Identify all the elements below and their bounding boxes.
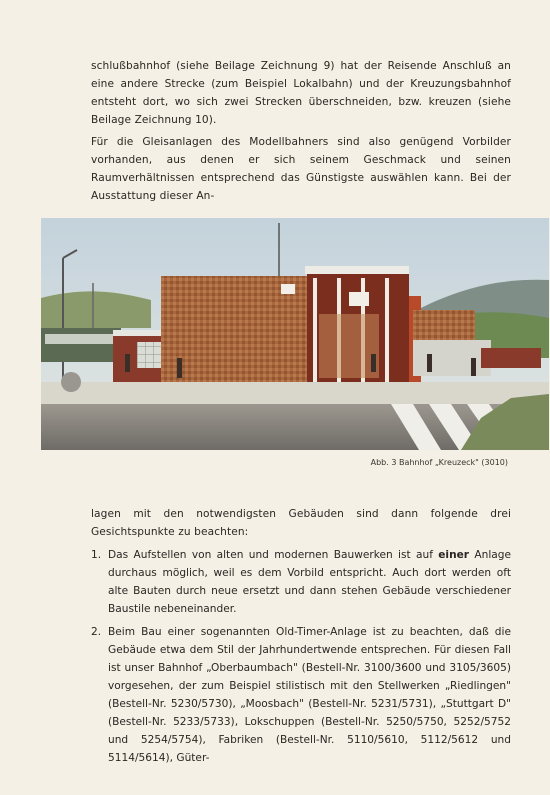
list-text: Das Aufstellen von alten und modernen Bauwerken ist auf xyxy=(108,549,439,561)
paragraph-3 xyxy=(91,505,511,541)
paragraph-2 xyxy=(91,133,511,205)
forecourt xyxy=(41,382,549,404)
list-text: Anlage durchaus möglich, weil es dem Vorbild entspricht. Auch dort werden oft alte Bauten durch neue ersetzt und dann stehen Gebäude verschiedener Baustile nebeneinander. xyxy=(108,549,511,615)
db-logo-sign xyxy=(349,292,369,306)
paragraph-1-text: schlußbahnhof (siehe Beilage Zeichnung 9) hat der Reisende Anschluß an eine andere Strecke (zum Beispiel Lokalbahn) und der Kreuzungsbahnhof entsteht dort, wo sich zwei Strecken überschneiden, bzw. kreuzen (siehe Beilage Zeichnung 10). xyxy=(91,60,511,126)
station-painting xyxy=(41,218,549,450)
hall-window xyxy=(319,314,379,378)
figure-caption: Abb. 3 Bahnhof „Kreuzeck" (3010) xyxy=(370,458,508,467)
train-windows xyxy=(45,334,117,344)
list-emphasis: einer xyxy=(438,549,470,561)
numbered-list xyxy=(91,546,511,772)
list-item xyxy=(91,546,511,618)
paragraph-1 xyxy=(91,57,511,129)
station-sign xyxy=(281,284,295,294)
fountain xyxy=(61,372,81,392)
train-car xyxy=(41,328,121,362)
station-illustration xyxy=(41,218,549,450)
list-number: 1. xyxy=(91,549,102,561)
list-text: Beim Bau einer sogenannten Old-Timer-Anlage ist zu beachten, daß die Gebäude etwa dem Stil der Jahrhundertwende entsprechen. Für diesen Fall ist unser Bahnhof „Oberbaumbach" (Bestell-Nr. 3100/3600 und 3105/3605) vorgesehen, der zum Beispiel stilistisch mit den Stellwerken „Riedlingen" (Bestell-Nr. 5230/5730), „Moosbach" (Bestell-Nr. 5231/5731), „Stuttgart D" (Bestell-Nr. 5233/5733), Lokschuppen (Bestell-Nr. 5250/5750, 5252/5752 und 5254/5754), Fabriken (Bestell-Nr. 5110/5610, 5112/5612 und 5114/5614), Güter- xyxy=(108,626,511,764)
right-wing-lower xyxy=(413,340,491,376)
list-item xyxy=(91,623,511,767)
paragraph-3-text: lagen mit den notwendigsten Gebäuden sind dann folgende drei Gesichtspunkte zu beachten: xyxy=(91,508,511,538)
parked-car xyxy=(481,348,541,368)
right-wing-upper xyxy=(413,310,475,340)
list-number: 2. xyxy=(91,626,102,638)
paragraph-2-text: Für die Gleisanlagen des Modellbahners sind also genügend Vorbilder vorhanden, aus denen er sich seinem Geschmack und seinen Raumverhältnissen entsprechend das Günstigste auswählen kann. Bei der Ausstattung dieser An- xyxy=(91,136,511,202)
hill-left xyxy=(41,291,151,328)
main-roof xyxy=(305,266,409,274)
